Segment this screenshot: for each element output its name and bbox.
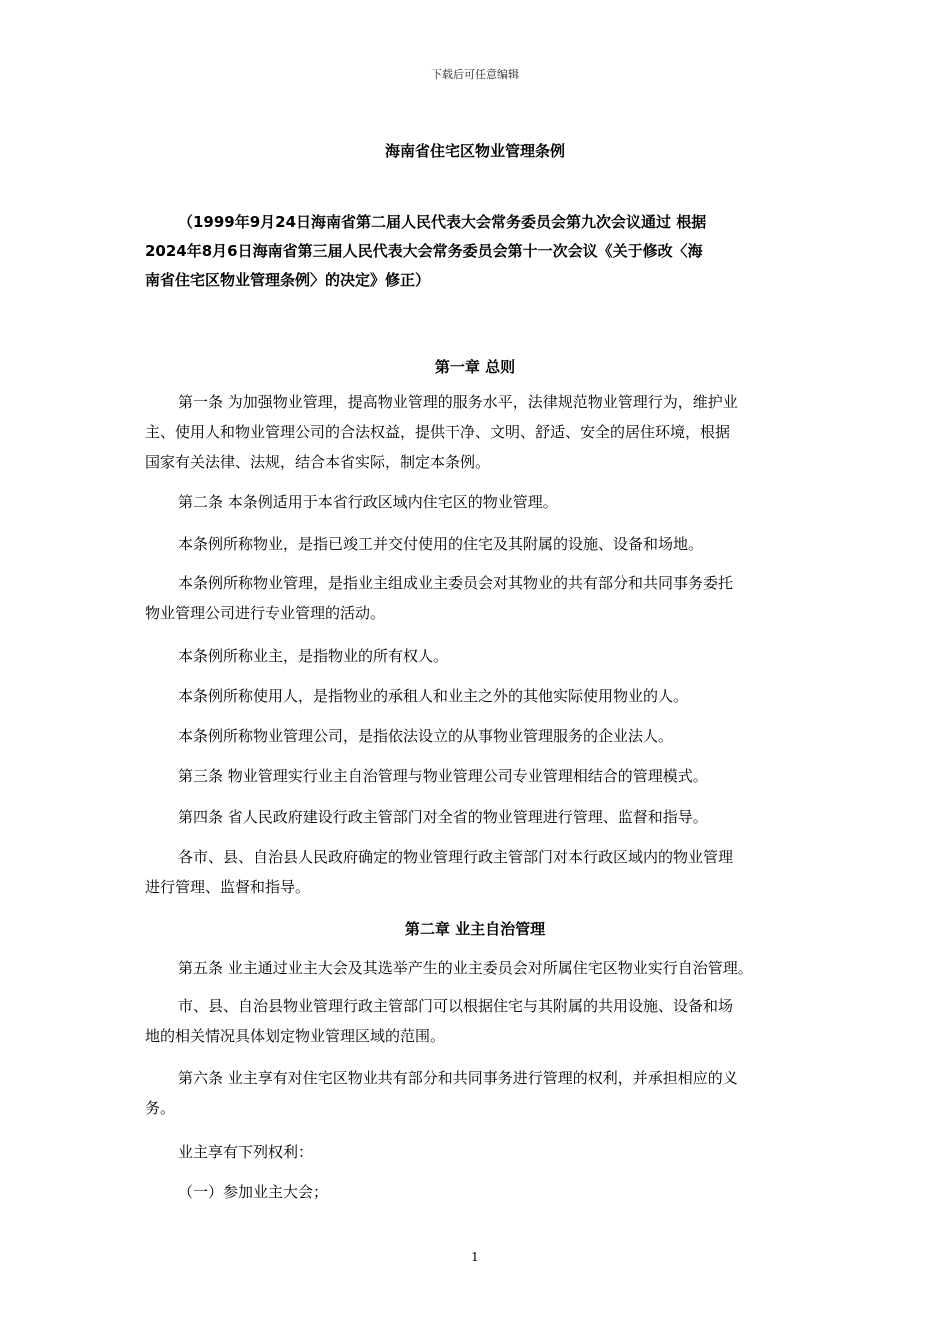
paragraph-line: 本条例所称物业管理，是指业主组成业主委员会对其物业的共有部分和共同事务委托 [178, 574, 734, 592]
document-title: 海南省住宅区物业管理条例 [384, 142, 565, 160]
paragraph [145, 991, 825, 1051]
paragraph [145, 641, 825, 671]
paragraph-line: 国家有关法律、法规，结合本省实际，制定本条例。 [145, 453, 491, 471]
paragraph-article-6 [145, 1063, 825, 1123]
paragraph-line: 第三条 物业管理实行业主自治管理与物业管理公司专业管理相结合的管理模式。 [178, 767, 708, 785]
paragraph-line: 第二条 本条例适用于本省行政区域内住宅区的物业管理。 [178, 493, 558, 511]
paragraph [145, 529, 825, 559]
paragraph [145, 1137, 825, 1167]
paragraph-line: 各市、县、自治县人民政府确定的物业管理行政主管部门对本行政区域内的物业管理 [178, 848, 734, 866]
paragraph-line: 本条例所称业主，是指物业的所有权人。 [178, 647, 449, 665]
paragraph-line: （一）参加业主大会； [178, 1183, 329, 1201]
preamble-line: （1999年9月24日海南省第二届人民代表大会常务委员会第九次会议通过 根据 [178, 213, 707, 231]
chapter-heading-2: 第二章 业主自治管理 [404, 920, 546, 938]
paragraph [145, 842, 825, 902]
paragraph-line: 本条例所称物业，是指已竣工并交付使用的住宅及其附属的设施、设备和场地。 [178, 535, 704, 553]
paragraph-line: 主、使用人和物业管理公司的合法权益，提供干净、文明、舒适、安全的居住环境，根据 [145, 423, 731, 441]
paragraph-line: 物业管理公司进行专业管理的活动。 [145, 604, 386, 622]
paragraph-line: 第六条 业主享有对住宅区物业共有部分和共同事务进行管理的权利，并承担相应的义 [178, 1069, 738, 1087]
paragraph-article-5 [145, 953, 825, 983]
paragraph-line: 第一条 为加强物业管理，提高物业管理的服务水平，法律规范物业管理行为，维护业 [178, 393, 738, 411]
paragraph-article-1 [145, 387, 825, 477]
paragraph [145, 568, 825, 628]
paragraph-article-4 [145, 802, 825, 832]
preamble-line: 2024年8月6日海南省第三届人民代表大会常务委员会第十一次会议《关于修改〈海 [145, 242, 703, 260]
header-note: 下载后可任意编辑 [431, 68, 519, 81]
paragraph-line: 业主享有下列权利： [178, 1143, 314, 1161]
paragraph-line: 本条例所称物业管理公司，是指依法设立的从事物业管理服务的企业法人。 [178, 727, 674, 745]
paragraph-line: 市、县、自治县物业管理行政主管部门可以根据住宅与其附属的共用设施、设备和场 [178, 997, 734, 1015]
paragraph-line: 本条例所称使用人，是指物业的承租人和业主之外的其他实际使用物业的人。 [178, 687, 689, 705]
paragraph [145, 681, 825, 711]
paragraph-line: 进行管理、监督和指导。 [145, 878, 311, 896]
paragraph-article-2 [145, 487, 825, 517]
paragraph-line: 第四条 省人民政府建设行政主管部门对全省的物业管理进行管理、监督和指导。 [178, 808, 708, 826]
paragraph-line: 地的相关情况具体划定物业管理区域的范围。 [145, 1027, 446, 1045]
preamble-line: 南省住宅区物业管理条例〉的决定》修正） [145, 271, 431, 289]
paragraph-line: 务。 [145, 1099, 176, 1117]
chapter-heading-1: 第一章 总则 [434, 358, 516, 376]
paragraph-line: 第五条 业主通过业主大会及其选举产生的业主委员会对所属住宅区物业实行自治管理。 [178, 959, 753, 977]
preamble [145, 208, 815, 295]
page-number: 1 [471, 1250, 479, 1264]
paragraph-article-3 [145, 761, 825, 791]
paragraph [145, 721, 825, 751]
list-item [145, 1177, 825, 1207]
